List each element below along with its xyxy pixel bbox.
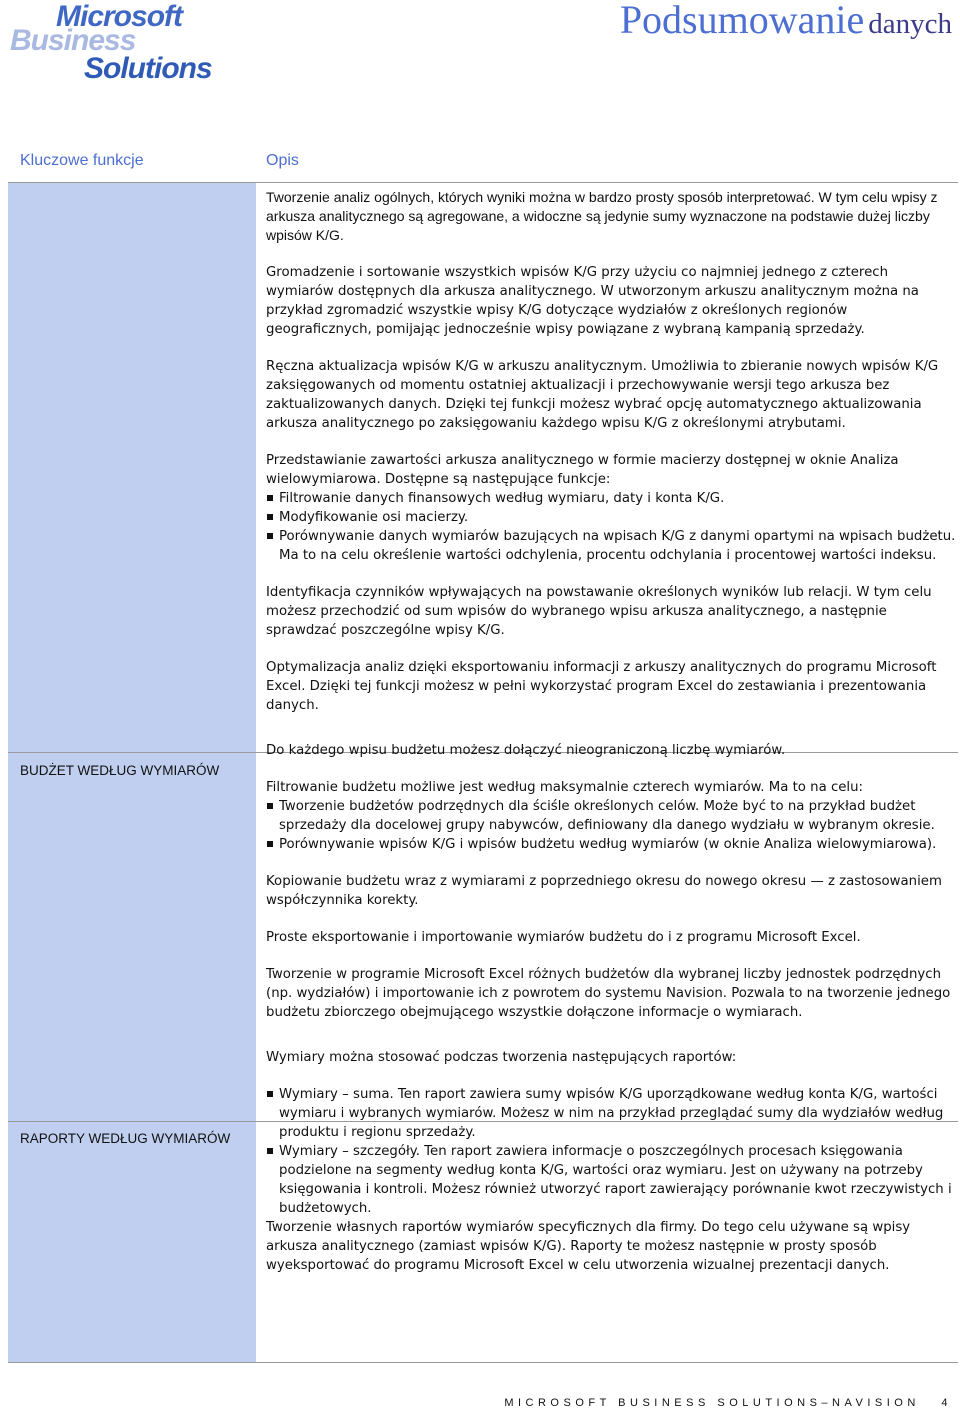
paragraph-with-list	[266, 778, 956, 854]
paragraph: Tworzenie analiz ogólnych, których wyniki można w bardzo prosty sposób interpretować. W tym celu wpisy z arkusza analitycznego są agregowane, a widoczne są jedynie sumy wyznaczone na podstawie dużej liczby wpisów K/G.	[266, 189, 938, 243]
list-item: Porównywanie danych wymiarów bazujących na wpisach K/G z danymi opartymi na wpisach budżetu. Ma to na celu określenie wartości odchylenia, procentu odchylania i procentowej wartości indeksu.	[266, 527, 956, 565]
paragraph: Tworzenie własnych raportów wymiarów specyficznych dla firmy. Do tego celu używane są wpisy arkusza analitycznego (zamiast wpisów K/G). Raporty te możesz następnie w prosty sposób wyeksportować do programu Microsoft Excel w celu utworzenia wizualnej prezentacji danych.	[266, 1220, 911, 1273]
table-bottom-divider	[8, 1362, 958, 1363]
logo-line-1: Microsoft	[56, 0, 182, 33]
paragraph: Tworzenie w programie Microsoft Excel różnych budżetów dla wybranej liczby jednostek podrzędnych (np. wydziałów) i importowanie ich z powrotem do systemu Navision. Pozwala to na tworzenie jednego budżetu zbiorczego obejmującego wszystkie dołączone informacje o wymiarach.	[266, 967, 951, 1020]
bullet-list	[266, 489, 956, 565]
paragraph: Filtrowanie budżetu możliwe jest według maksymalnie czterech wymiarów. Ma to na celu:	[266, 780, 864, 795]
paragraph: Ręczna aktualizacja wpisów K/G w arkuszu analitycznym. Umożliwia to zbieranie nowych wpisów K/G zaksięgowanych od momentu ostatniej aktualizacji i przechowywanie wersji tego arkusza bez zaktualizowanych danych. Dzięki tej funkcji możesz wybrać opcję automatycznego aktualizowania arkusza analitycznego po zaksięgowaniu każdego wpisu K/G z określonymi atrybutami.	[266, 359, 939, 431]
paragraph: Do każdego wpisu budżetu możesz dołączyć nieograniczoną liczbę wymiarów.	[266, 743, 786, 758]
list-item: Modyfikowanie osi macierzy.	[266, 508, 956, 527]
column-header-key-features: Kluczowe funkcje	[20, 152, 144, 169]
bullet-list	[266, 797, 956, 854]
page-title	[620, 0, 952, 43]
paragraph: Proste eksportowanie i importowanie wymiarów budżetu do i z programu Microsoft Excel.	[266, 930, 861, 945]
page-number: 4	[941, 1397, 952, 1409]
list-item: Filtrowanie danych finansowych według wymiaru, daty i konta K/G.	[266, 489, 956, 508]
section-label-budget: BUDŻET WEDŁUG WYMIARÓW	[20, 763, 220, 778]
logo-line-3: Solutions	[84, 52, 212, 85]
logo-line-2: Business	[10, 24, 136, 57]
description-column	[266, 188, 956, 1293]
paragraph: Przedstawianie zawartości arkusza analitycznego w formie macierzy dostępnej w oknie Analiza wielowymiarowa. Dostępne są następujące funkcje:	[266, 453, 899, 487]
section-label-reports: RAPORTY WEDŁUG WYMIARÓW	[20, 1131, 231, 1146]
page-title-sub: danych	[868, 8, 952, 40]
paragraph-with-list	[266, 451, 956, 565]
paragraph: Wymiary można stosować podczas tworzenia następujących raportów:	[266, 1050, 737, 1065]
paragraph: Gromadzenie i sortowanie wszystkich wpisów K/G przy użyciu co najmniej jednego z czterech wymiarów dostępnych dla arkusza analitycznego. W utworzonym arkuszu analitycznym można na przykład zgromadzić wszystkie wpisy K/G dotyczące wydziałów z określonych regionów geograficznych, pomijając jednocześnie wpisy powiązane z wybraną kampanią sprzedaży.	[266, 265, 919, 337]
section-budget	[266, 733, 956, 1022]
column-header-description: Opis	[266, 152, 299, 169]
bullet-list	[266, 1085, 956, 1218]
paragraph: Kopiowanie budżetu wraz z wymiarami z poprzedniego okresu do nowego okresu — z zastosowaniem współczynnika korekty.	[266, 874, 942, 908]
page-footer	[504, 1397, 952, 1409]
footer-text: MICROSOFT BUSINESS SOLUTIONS–NAVISION	[504, 1397, 920, 1409]
paragraph: Optymalizacja analiz dzięki eksportowaniu informacji z arkuszy analitycznych do programu Microsoft Excel. Dzięki tej funkcji możesz w pełni wykorzystać program Excel do zestawiania i prezentowania danych.	[266, 660, 937, 713]
list-item: Wymiary – szczegóły. Ten raport zawiera informacje o poszczególnych procesach księgowania podzielone na segmenty według konta K/G, wartości oraz wymiaru. Jest on używany na potrzeby księgowania i kontroli. Możesz również utworzyć raport zawierający porównanie kwot rzeczywistych i budżetowych.	[266, 1142, 956, 1218]
paragraph: Identyfikacja czynników wpływających na powstawanie określonych wyników lub relacji. W tym celu możesz przechodzić od sum wpisów do wybranego wpisu arkusza analitycznego, a następnie sprawdzać poszczególne wpisy K/G.	[266, 585, 932, 638]
list-item: Porównywanie wpisów K/G i wpisów budżetu według wymiarów (w oknie Analiza wielowymiarowa).	[266, 835, 956, 854]
section-reports	[266, 1040, 956, 1275]
microsoft-business-solutions-logo	[8, 2, 228, 88]
list-item: Tworzenie budżetów podrzędnych dla ściśle określonych celów. Może być to na przykład budżet sprzedaży dla docelowej grupy nabywców, definiowany dla danego wydziału w wybranym okresie.	[266, 797, 956, 835]
page-title-main: Podsumowanie	[619, 0, 865, 42]
list-item: Wymiary – suma. Ten raport zawiera sumy wpisów K/G uporządkowane według konta K/G, wartości wymiaru i wybranych wymiarów. Możesz w nim na przykład przeglądać sumy dla wydziałów według produktu i regionu sprzedaży.	[266, 1085, 956, 1142]
section-analysis	[266, 188, 956, 715]
